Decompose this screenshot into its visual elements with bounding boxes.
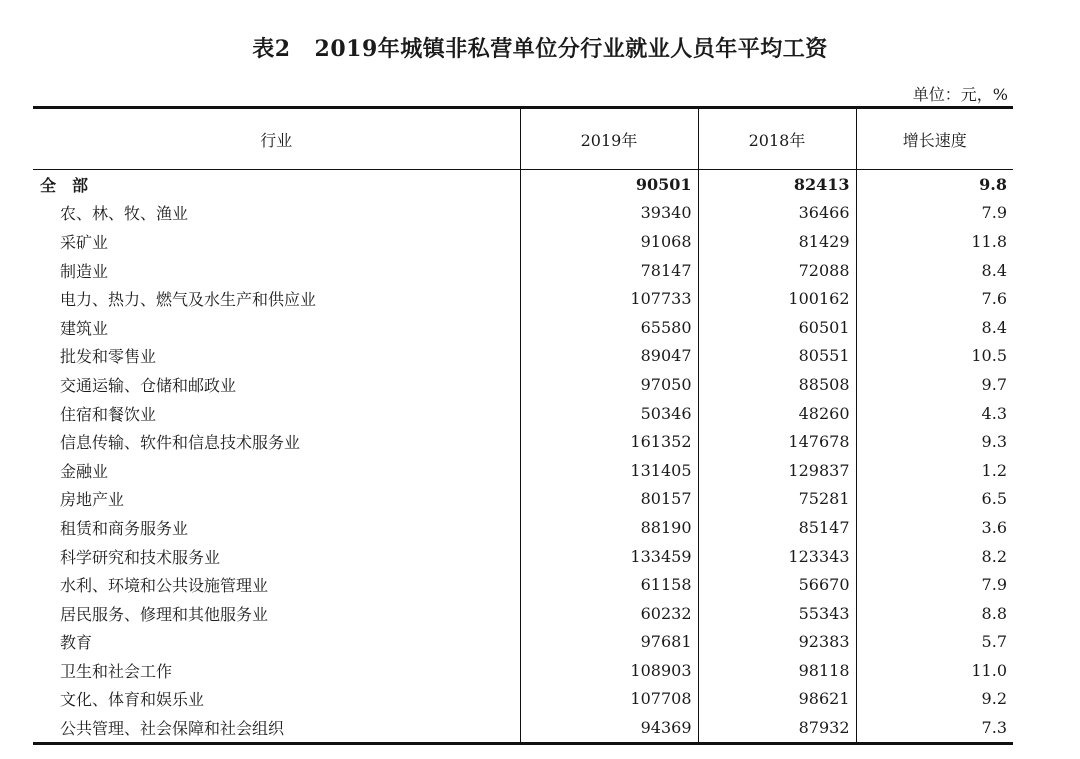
- table-row: [33, 427, 1013, 456]
- table-row: [33, 399, 1013, 428]
- wage-2019-cell: 91068: [520, 227, 698, 256]
- industry-cell: 全 部: [40, 175, 89, 195]
- wage-2018-cell: 88508: [698, 370, 856, 399]
- table-row: [33, 227, 1013, 256]
- industry-cell: 制造业: [60, 261, 109, 281]
- wage-2018-cell: 48260: [698, 399, 856, 428]
- wage-2019-cell: 50346: [520, 399, 698, 428]
- industry-cell: 采矿业: [60, 232, 109, 252]
- table-number: 表2: [252, 36, 291, 62]
- table-title: [0, 32, 1080, 63]
- table-row: [33, 284, 1013, 313]
- wage-2019-cell: 89047: [520, 342, 698, 371]
- table-row: [33, 342, 1013, 371]
- growth-cell: 9.3: [856, 427, 1013, 456]
- table-row: [33, 485, 1013, 514]
- industry-cell: 交通运输、仓储和邮政业: [60, 375, 237, 395]
- growth-cell: 9.8: [856, 170, 1013, 199]
- growth-cell: 9.7: [856, 370, 1013, 399]
- industry-cell: 文化、体育和娱乐业: [60, 690, 205, 710]
- industry-cell: 科学研究和技术服务业: [60, 547, 221, 567]
- wage-2018-cell: 80551: [698, 342, 856, 371]
- growth-cell: 7.3: [856, 713, 1013, 743]
- growth-cell: 8.4: [856, 313, 1013, 342]
- industry-cell: 公共管理、社会保障和社会组织: [60, 719, 285, 739]
- wage-2019-cell: 97050: [520, 370, 698, 399]
- wage-2018-cell: 147678: [698, 427, 856, 456]
- wage-2018-cell: 100162: [698, 284, 856, 313]
- growth-cell: 1.2: [856, 456, 1013, 485]
- table-title-text: 2019年城镇非私营单位分行业就业人员年平均工资: [314, 36, 828, 62]
- growth-cell: 8.8: [856, 599, 1013, 628]
- wage-2019-cell: 80157: [520, 485, 698, 514]
- total-row: [33, 170, 1013, 199]
- growth-cell: 4.3: [856, 399, 1013, 428]
- table-row: [33, 542, 1013, 571]
- table-row: [33, 628, 1013, 657]
- industry-cell: 租赁和商务服务业: [60, 518, 189, 538]
- table-row: [33, 199, 1013, 228]
- wage-2019-cell: 97681: [520, 628, 698, 657]
- growth-cell: 7.6: [856, 284, 1013, 313]
- industry-cell: 信息传输、软件和信息技术服务业: [60, 433, 301, 453]
- header-2018: 2018年: [698, 108, 856, 170]
- wage-2019-cell: 108903: [520, 656, 698, 685]
- header-industry: 行业: [33, 108, 520, 170]
- industry-cell: 水利、环境和公共设施管理业: [60, 576, 269, 596]
- wage-2019-cell: 90501: [520, 170, 698, 199]
- wage-2019-cell: 107708: [520, 685, 698, 714]
- table-row: [33, 256, 1013, 285]
- table-row: [33, 656, 1013, 685]
- growth-cell: 9.2: [856, 685, 1013, 714]
- table-row: [33, 685, 1013, 714]
- wage-2019-cell: 65580: [520, 313, 698, 342]
- table-row: [33, 713, 1013, 743]
- growth-cell: 11.8: [856, 227, 1013, 256]
- wage-2018-cell: 81429: [698, 227, 856, 256]
- growth-cell: 8.2: [856, 542, 1013, 571]
- wage-2019-cell: 107733: [520, 284, 698, 313]
- table-row: [33, 313, 1013, 342]
- wage-2019-cell: 94369: [520, 713, 698, 743]
- wage-2018-cell: 87932: [698, 713, 856, 743]
- table-row: [33, 599, 1013, 628]
- wage-2018-cell: 55343: [698, 599, 856, 628]
- wage-table: [33, 106, 1013, 745]
- growth-cell: 5.7: [856, 628, 1013, 657]
- industry-cell: 教育: [60, 633, 93, 653]
- industry-cell: 建筑业: [60, 318, 109, 338]
- wage-2019-cell: 88190: [520, 513, 698, 542]
- table-row: [33, 570, 1013, 599]
- unit-note: 单位：元，%: [912, 85, 1008, 104]
- wage-2019-cell: 61158: [520, 570, 698, 599]
- industry-cell: 房地产业: [60, 490, 125, 510]
- header-growth: 增长速度: [856, 108, 1013, 170]
- wage-2018-cell: 92383: [698, 628, 856, 657]
- wage-2019-cell: 133459: [520, 542, 698, 571]
- table-row: [33, 513, 1013, 542]
- growth-cell: 10.5: [856, 342, 1013, 371]
- industry-cell: 卫生和社会工作: [60, 661, 173, 681]
- wage-2018-cell: 129837: [698, 456, 856, 485]
- wage-2019-cell: 131405: [520, 456, 698, 485]
- header-row: [33, 108, 1013, 170]
- wage-2018-cell: 60501: [698, 313, 856, 342]
- wage-2018-cell: 85147: [698, 513, 856, 542]
- wage-2018-cell: 75281: [698, 485, 856, 514]
- wage-2019-cell: 60232: [520, 599, 698, 628]
- industry-cell: 电力、热力、燃气及水生产和供应业: [60, 290, 317, 310]
- industry-cell: 农、林、牧、渔业: [60, 204, 189, 224]
- industry-cell: 金融业: [60, 461, 109, 481]
- wage-2018-cell: 56670: [698, 570, 856, 599]
- growth-cell: 6.5: [856, 485, 1013, 514]
- wage-2018-cell: 123343: [698, 542, 856, 571]
- wage-2019-cell: 39340: [520, 199, 698, 228]
- growth-cell: 8.4: [856, 256, 1013, 285]
- wage-2019-cell: 161352: [520, 427, 698, 456]
- growth-cell: 11.0: [856, 656, 1013, 685]
- wage-2018-cell: 98621: [698, 685, 856, 714]
- header-2019: 2019年: [520, 108, 698, 170]
- industry-cell: 住宿和餐饮业: [60, 404, 157, 424]
- wage-2018-cell: 72088: [698, 256, 856, 285]
- wage-2019-cell: 78147: [520, 256, 698, 285]
- wage-2018-cell: 98118: [698, 656, 856, 685]
- wage-2018-cell: 82413: [698, 170, 856, 199]
- growth-cell: 7.9: [856, 199, 1013, 228]
- industry-cell: 批发和零售业: [60, 347, 157, 367]
- growth-cell: 7.9: [856, 570, 1013, 599]
- wage-2018-cell: 36466: [698, 199, 856, 228]
- table-row: [33, 370, 1013, 399]
- growth-cell: 3.6: [856, 513, 1013, 542]
- table-row: [33, 456, 1013, 485]
- industry-cell: 居民服务、修理和其他服务业: [60, 604, 269, 624]
